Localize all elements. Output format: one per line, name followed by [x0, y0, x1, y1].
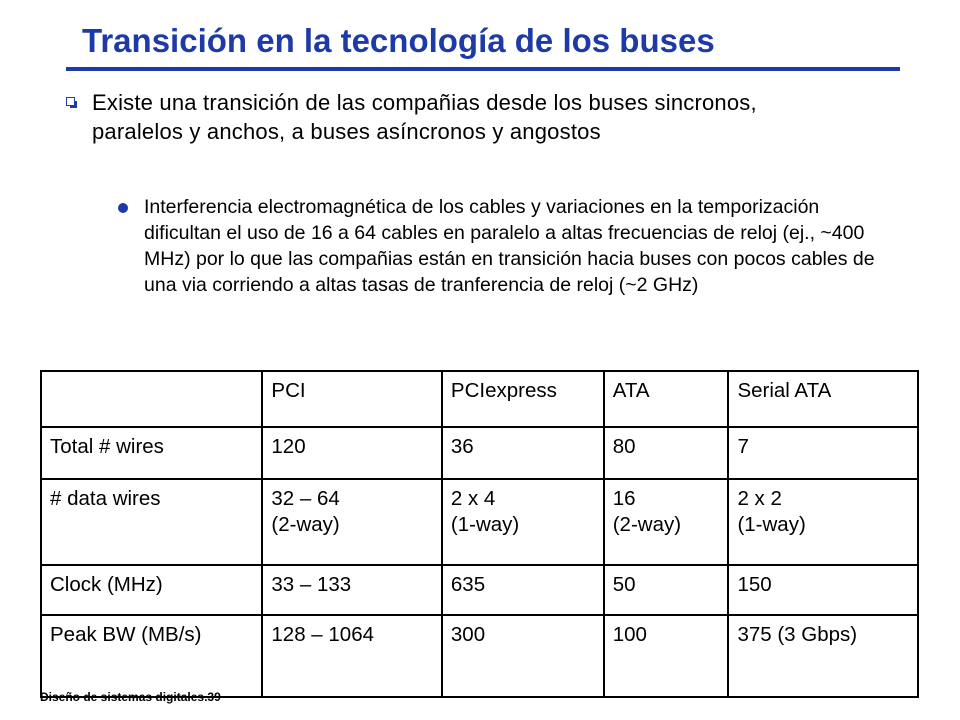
table-cell: 635	[442, 565, 604, 615]
table-cell: 375 (3 Gbps)	[728, 615, 918, 697]
table-cell: 80	[604, 427, 729, 479]
cell-value: 2 x 2	[737, 487, 782, 510]
table-cell	[604, 479, 729, 565]
table-header-cell: PCIexpress	[442, 371, 604, 427]
square-bullet-icon	[66, 97, 75, 106]
table-row	[41, 427, 918, 479]
table-row	[41, 479, 918, 565]
table-header-cell	[41, 371, 262, 427]
table-cell: 7	[728, 427, 918, 479]
table-header-cell: ATA	[604, 371, 729, 427]
table-cell: 36	[442, 427, 604, 479]
bullet-sub-text: Interferencia electromagnética de los cables y variaciones en la temporización dificultan el uso de 16 a 64 cables en paralelo a altas frecuencias de reloj (ej., ~400 MHz) por lo que las compañias están en transición hacia buses con pocos cables de una via corriendo a altas tasas de tranferencia de reloj (~2 GHz)	[144, 196, 875, 296]
row-label: Peak BW (MB/s)	[41, 615, 262, 697]
cell-note: (2-way)	[612, 513, 682, 536]
table-cell: 300	[442, 615, 604, 697]
table-cell: 150	[728, 565, 918, 615]
row-label: Clock (MHz)	[41, 565, 262, 615]
table-row	[41, 565, 918, 615]
row-label: Total # wires	[41, 427, 262, 479]
bullet-main	[62, 88, 842, 146]
title-underline	[66, 67, 900, 71]
cell-note: (1-way)	[450, 513, 520, 536]
table-cell	[262, 479, 442, 565]
cell-value: 2 x 4	[450, 487, 496, 510]
bus-comparison-table	[40, 370, 919, 698]
round-bullet-icon	[118, 203, 128, 213]
table-cell: 120	[262, 427, 442, 479]
table-header-row	[41, 371, 918, 427]
table-cell: 33 – 133	[262, 565, 442, 615]
row-label: # data wires	[41, 479, 262, 565]
page-title: Transición en la tecnología de los buses	[82, 22, 715, 59]
table-header-cell: Serial ATA	[728, 371, 918, 427]
table-cell	[442, 479, 604, 565]
table-cell: 128 – 1064	[262, 615, 442, 697]
table-cell: 50	[604, 565, 729, 615]
table-row	[41, 615, 918, 697]
cell-value: 32 – 64	[271, 487, 340, 510]
cell-value: 16	[612, 487, 636, 510]
bullet-sub	[118, 194, 878, 298]
table-cell	[728, 479, 918, 565]
table-cell: 100	[604, 615, 729, 697]
table-header-cell: PCI	[262, 371, 442, 427]
bullet-main-text: Existe una transición de las compañias desde los buses sincronos, paralelos y anchos, a buses asíncronos y angostos	[92, 90, 757, 144]
cell-note: (1-way)	[737, 513, 806, 536]
cell-note: (2-way)	[271, 513, 340, 536]
footer-text: Diseño de sistemas digitales.39	[40, 690, 221, 704]
